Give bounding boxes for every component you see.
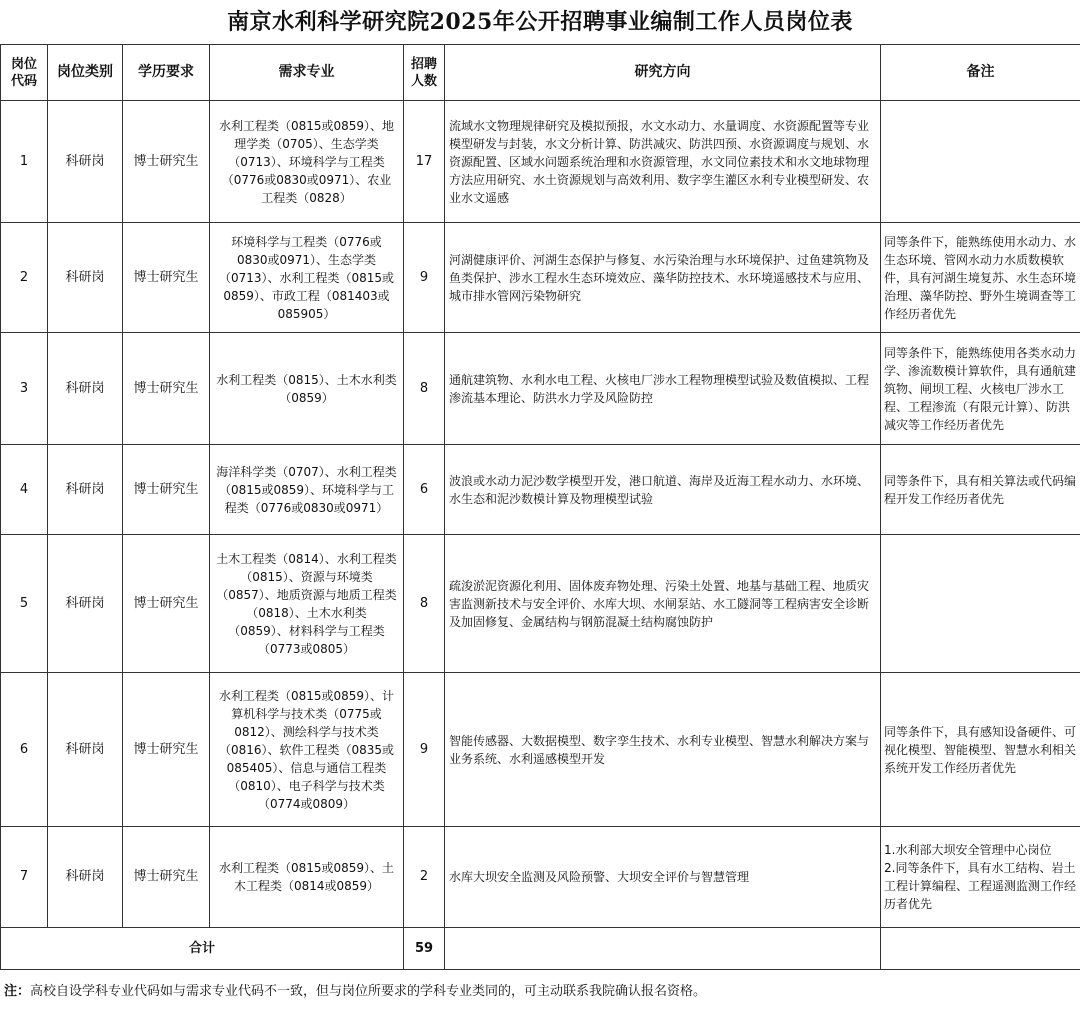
table-row xyxy=(1,535,1080,673)
row-major: 水利工程类（0815）、土木水利类（0859） xyxy=(210,333,404,445)
row-category: 科研岗 xyxy=(48,827,123,928)
row-direction: 疏浚淤泥资源化利用、固体废弃物处理、污染土处置、地基与基础工程、地质灾害监测新技术与安全评价、水库大坝、水闸泵站、水工隧洞等工程病害安全诊断及加固修复、金属结构与钢筋混凝土结构腐蚀防护 xyxy=(445,535,881,673)
row-major: 水利工程类（0815或0859）、地理学类（0705）、生态学类（0713）、环境科学与工程类（0776或0830或0971）、农业工程类（0828） xyxy=(210,101,404,223)
total-row xyxy=(1,928,1080,970)
page-title: 南京水利科学研究院2025年公开招聘事业编制工作人员岗位表 xyxy=(0,0,1080,44)
row-category: 科研岗 xyxy=(48,673,123,827)
row-category: 科研岗 xyxy=(48,101,123,223)
row-direction: 波浪或水动力泥沙数学模型开发，港口航道、海岸及近海工程水动力、水环境、水生态和泥沙数模计算及物理模型试验 xyxy=(445,445,881,535)
row-education: 博士研究生 xyxy=(123,535,210,673)
row-count: 8 xyxy=(404,535,445,673)
row-major: 水利工程类（0815或0859）、土木工程类（0814或0859） xyxy=(210,827,404,928)
row-education: 博士研究生 xyxy=(123,223,210,333)
row-note: 同等条件下，能熟练使用水动力、水生态环境、管网水动力水质数模软件，具有河湖生境复苏、水生态环境治理、藻华防控、野外生境调查等工作经历者优先 xyxy=(881,223,1080,333)
row-code: 4 xyxy=(1,445,48,535)
row-major: 土木工程类（0814）、水利工程类（0815）、资源与环境类（0857）、地质资源与地质工程类（0818）、土木水利类（0859）、材料科学与工程类（0773或0805） xyxy=(210,535,404,673)
row-education: 博士研究生 xyxy=(123,333,210,445)
footnote xyxy=(0,970,1080,1014)
table-row xyxy=(1,827,1080,928)
table-row xyxy=(1,673,1080,827)
total-direction-empty xyxy=(445,928,881,970)
row-note xyxy=(881,827,1080,928)
row-education: 博士研究生 xyxy=(123,673,210,827)
row-category: 科研岗 xyxy=(48,223,123,333)
row-count: 9 xyxy=(404,223,445,333)
table-row xyxy=(1,445,1080,535)
row-code: 3 xyxy=(1,333,48,445)
row-note: 同等条件下，具有感知设备硬件、可视化模型、智能模型、智慧水利相关系统开发工作经历者优先 xyxy=(881,673,1080,827)
row-category: 科研岗 xyxy=(48,333,123,445)
row-education: 博士研究生 xyxy=(123,101,210,223)
header-note: 备注 xyxy=(881,45,1080,101)
table-row xyxy=(1,333,1080,445)
row-category: 科研岗 xyxy=(48,445,123,535)
row-code: 2 xyxy=(1,223,48,333)
row-major: 海洋科学类（0707）、水利工程类（0815或0859）、环境科学与工程类（0776或0830或0971） xyxy=(210,445,404,535)
row-major: 环境科学与工程类（0776或0830或0971）、生态学类（0713）、水利工程类（0815或0859）、市政工程（081403或085905） xyxy=(210,223,404,333)
row-direction: 通航建筑物、水利水电工程、火核电厂涉水工程物理模型试验及数值模拟、工程渗流基本理论、防洪水力学及风险防控 xyxy=(445,333,881,445)
table-row xyxy=(1,101,1080,223)
row-note: 同等条件下，能熟练使用各类水动力学、渗流数模计算软件，具有通航建筑物、闸坝工程、火核电厂涉水工程、工程渗流（有限元计算）、防洪减灾等工作经历者优先 xyxy=(881,333,1080,445)
positions-table xyxy=(0,44,1080,970)
total-value: 59 xyxy=(404,928,445,970)
footnote-label: 注： xyxy=(4,984,30,999)
row-note xyxy=(881,101,1080,223)
row-count: 2 xyxy=(404,827,445,928)
row-code: 1 xyxy=(1,101,48,223)
row-code: 5 xyxy=(1,535,48,673)
row-major: 水利工程类（0815或0859）、计算机科学与技术类（0775或0812）、测绘科学与技术类（0816）、软件工程类（0835或085405）、信息与通信工程类（0810）、电子科学与技术类（0774或0809） xyxy=(210,673,404,827)
footnote-text: 高校自设学科专业代码如与需求专业代码不一致，但与岗位所要求的学科专业类同的，可主动联系我院确认报名资格。 xyxy=(30,984,706,999)
header-major: 需求专业 xyxy=(210,45,404,101)
row-count: 8 xyxy=(404,333,445,445)
header-direction: 研究方向 xyxy=(445,45,881,101)
row-direction: 水库大坝安全监测及风险预警、大坝安全评价与智慧管理 xyxy=(445,827,881,928)
total-label: 合计 xyxy=(1,928,404,970)
row-note-line: 1.水利部大坝安全管理中心岗位 xyxy=(884,841,1077,859)
row-direction: 智能传感器、大数据模型、数字孪生技术、水利专业模型、智慧水利解决方案与业务系统、水利遥感模型开发 xyxy=(445,673,881,827)
header-count: 招聘人数 xyxy=(404,45,445,101)
row-code: 6 xyxy=(1,673,48,827)
row-count: 17 xyxy=(404,101,445,223)
row-category: 科研岗 xyxy=(48,535,123,673)
row-direction: 河湖健康评价、河湖生态保护与修复、水污染治理与水环境保护、过鱼建筑物及鱼类保护、涉水工程水生态环境效应、藻华防控技术、水环境遥感技术与应用、城市排水管网污染物研究 xyxy=(445,223,881,333)
row-note-line: 2.同等条件下，具有水工结构、岩土工程计算编程、工程遥测监测工作经历者优先 xyxy=(884,859,1077,913)
header-row xyxy=(1,45,1080,101)
row-count: 6 xyxy=(404,445,445,535)
header-education: 学历要求 xyxy=(123,45,210,101)
row-education: 博士研究生 xyxy=(123,445,210,535)
table-row xyxy=(1,223,1080,333)
row-direction: 流域水文物理规律研究及模拟预报，水文水动力、水量调度、水资源配置等专业模型研发与封装，水文分析计算、防洪减灾、防洪四预、水资源调度与规划、水资源配置、区域水问题系统治理和水资源管理，水文同位素技术和水文地球物理方法应用研究、水土资源规划与高效利用、数字孪生灌区水利专业模型研发、农业水文遥感 xyxy=(445,101,881,223)
row-count: 9 xyxy=(404,673,445,827)
row-education: 博士研究生 xyxy=(123,827,210,928)
row-code: 7 xyxy=(1,827,48,928)
row-note: 同等条件下，具有相关算法或代码编程开发工作经历者优先 xyxy=(881,445,1080,535)
header-category: 岗位类别 xyxy=(48,45,123,101)
total-note-empty xyxy=(881,928,1080,970)
header-code: 岗位代码 xyxy=(1,45,48,101)
row-note xyxy=(881,535,1080,673)
